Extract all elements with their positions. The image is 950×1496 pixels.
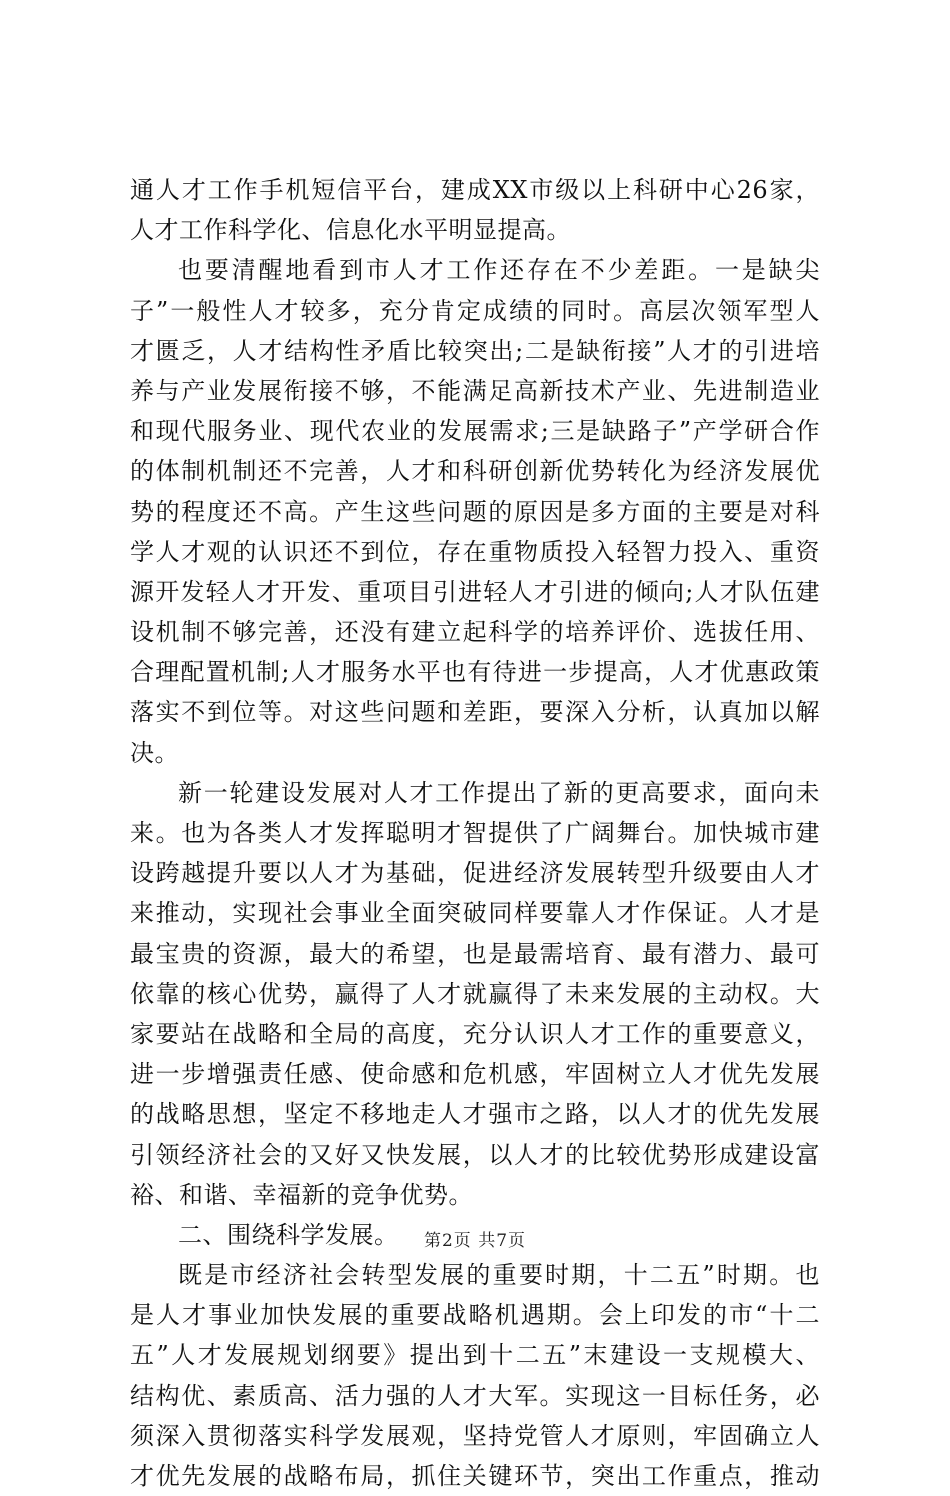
text-line: 裕、和谐、幸福新的竞争优势。 — [130, 1180, 473, 1209]
text-line: 引领经济社会的又好又快发展，以人才的比较优势形成建设富 — [130, 1140, 820, 1169]
text-line: 设机制不够完善，还没有建立起科学的培养评价、选拔任用、 — [130, 618, 820, 647]
text-line: 最宝贵的资源，最大的希望，也是最需培育、最有潜力、最可 — [130, 939, 820, 968]
text-line: 通人才工作手机短信平台，建成XX市级以上科研中心26家， — [130, 176, 820, 204]
text-line: 须深入贯彻落实科学发展观，坚持党管人才原则，牢固确立人 — [130, 1421, 820, 1450]
text-line: 新一轮建设发展对人才工作提出了新的更高要求，面向未 — [178, 778, 820, 807]
text-line: 落实不到位等。对这些问题和差距，要深入分析，认真加以解 — [130, 698, 820, 727]
text-line: 合理配置机制;人才服务水平也有待进一步提高，人才优惠政策 — [130, 658, 820, 687]
text-line: 学人才观的认识还不到位，存在重物质投入轻智力投入、重资 — [130, 537, 820, 566]
text-line: 人才工作科学化、信息化水平明显提高。 — [130, 216, 571, 245]
text-line: 养与产业发展衔接不够，不能满足高新技术产业、先进制造业 — [130, 376, 820, 405]
text-line: 才优先发展的战略布局，抓住关键环节，突出工作重点，推动 — [130, 1462, 820, 1490]
text-line: 二、围绕科学发展。 — [178, 1220, 399, 1249]
text-line: 来推动，实现社会事业全面突破同样要靠人才作保证。人才是 — [130, 899, 820, 928]
text-line: 结构优、素质高、活力强的人才大军。实现这一目标任务，必 — [130, 1381, 820, 1410]
text-line: 的体制机制还不完善，人才和科研创新优势转化为经济发展优 — [130, 457, 820, 486]
text-line: 来。也为各类人才发挥聪明才智提供了广阔舞台。加快城市建 — [130, 819, 820, 847]
text-line: 才匮乏，人才结构性矛盾比较突出;二是缺衔接”人才的引进培 — [130, 336, 820, 365]
text-line: 是人才事业加快发展的重要战略机遇期。会上印发的市“十二 — [130, 1301, 820, 1330]
text-line: 家要站在战略和全局的高度，充分认识人才工作的重要意义， — [130, 1019, 820, 1048]
text-line: 源开发轻人才开发、重项目引进轻人才引进的倾向;人才队伍建 — [130, 577, 820, 606]
text-line: 也要清醒地看到市人才工作还存在不少差距。一是缺尖 — [178, 256, 820, 285]
text-line: 势的程度还不高。产生这些问题的原因是多方面的主要是对科 — [130, 497, 820, 526]
text-line: 的战略思想，坚定不移地走人才强市之路，以人才的优先发展 — [130, 1100, 820, 1129]
text-line: 进一步增强责任感、使命感和危机感，牢固树立人才优先发展 — [130, 1060, 820, 1089]
text-line: 既是市经济社会转型发展的重要时期，十二五”时期。也 — [178, 1261, 820, 1290]
text-line: 决。 — [130, 738, 179, 767]
document-body — [130, 170, 820, 1496]
text-line: 设跨越提升要以人才为基础，促进经济发展转型升级要由人才 — [130, 859, 820, 888]
text-line: 和现代服务业、现代农业的发展需求;三是缺路子”产学研合作 — [130, 417, 820, 446]
text-line: 依靠的核心优势，赢得了人才就赢得了未来发展的主动权。大 — [130, 979, 820, 1008]
text-line: 子”一般性人才较多，充分肯定成绩的同时。高层次领军型人 — [130, 296, 820, 325]
text-line: 五”人才发展规划纲要》提出到十二五”末建设一支规模大、 — [130, 1341, 820, 1370]
page-number-footer: 第2页 共7页 — [423, 1231, 527, 1251]
